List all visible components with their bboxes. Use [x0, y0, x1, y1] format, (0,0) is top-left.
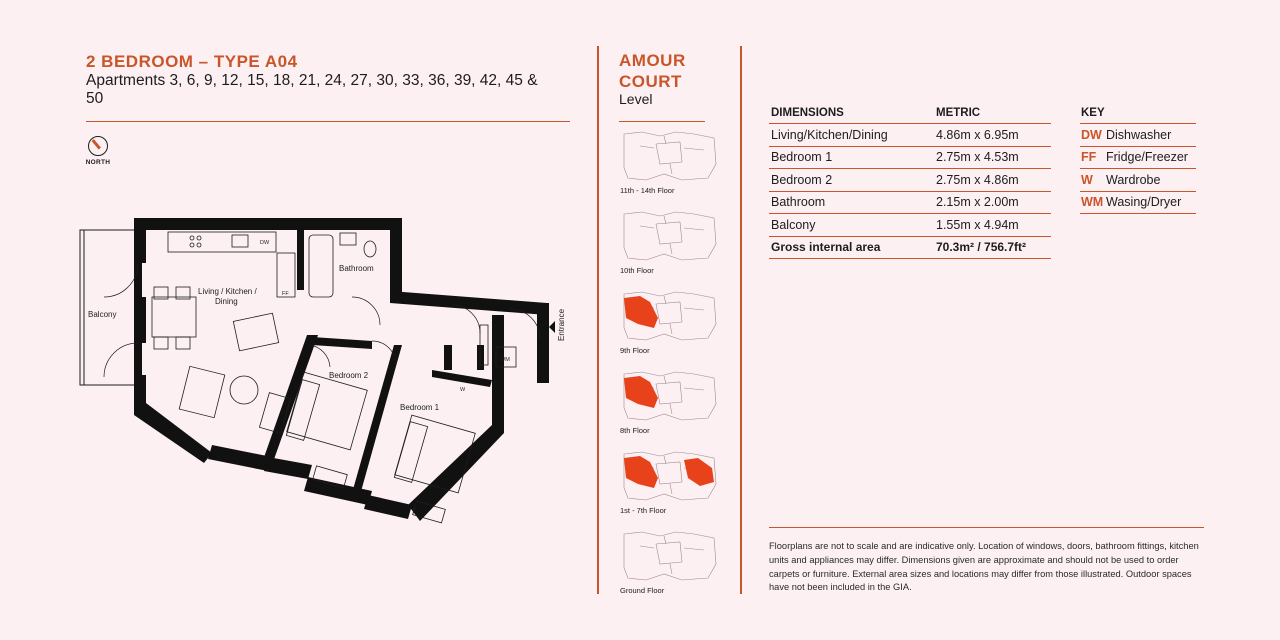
room-label-living-2: Dining	[215, 297, 238, 306]
building-name-line2: COURT	[619, 72, 682, 91]
dining-set	[152, 287, 196, 349]
key-table	[1080, 104, 1196, 214]
interior-walls	[262, 230, 492, 495]
floor-plan-thumbnail	[620, 288, 720, 344]
floor-plan-thumbnail	[620, 128, 720, 184]
key-code: FF	[1081, 150, 1097, 165]
north-compass	[84, 136, 112, 166]
dimensions-table	[769, 104, 1051, 259]
room-label-balcony: Balcony	[88, 310, 117, 319]
floor-thumbnail	[620, 448, 720, 515]
apartments-list: Apartments 3, 6, 9, 12, 15, 18, 21, 24, 27, 30, 33, 36, 39, 42, 45 & 50	[86, 72, 538, 107]
dimensions-header: DIMENSIONS	[769, 104, 934, 124]
room-label-bathroom: Bathroom	[339, 264, 374, 273]
floor-thumbnail	[620, 208, 720, 275]
highlighted-unit	[684, 458, 714, 486]
balcony-area	[80, 230, 138, 385]
building-name-line1: AMOUR	[619, 51, 686, 70]
room-name: Living/Kitchen/Dining	[769, 124, 934, 147]
floor-thumbnail	[620, 288, 720, 355]
floor-thumbnail	[620, 128, 720, 195]
gross-area-label: Gross internal area	[769, 236, 934, 259]
appliance-label-dw: DW	[260, 240, 270, 246]
door-swings	[104, 263, 540, 377]
disclaimer-divider	[769, 527, 1204, 528]
table-row	[769, 146, 1051, 169]
key-label: Dishwasher	[1106, 127, 1172, 142]
key-item	[1080, 146, 1196, 169]
table-row	[769, 169, 1051, 192]
room-label-living-1: Living / Kitchen /	[198, 287, 257, 296]
appliance-label-wm: WM	[500, 357, 510, 363]
room-label-entrance: Entrance	[557, 308, 566, 341]
north-label: NORTH	[85, 159, 111, 166]
header-divider	[86, 121, 570, 122]
metric-header: METRIC	[934, 104, 1051, 124]
floor-thumbnail	[620, 368, 720, 435]
highlighted-unit	[624, 296, 658, 328]
table-row	[769, 214, 1051, 237]
gross-area-value: 70.3m² / 756.7ft²	[934, 236, 1051, 259]
level-label: Level	[619, 91, 653, 107]
floor-plan-thumbnail	[620, 368, 720, 424]
table-row	[769, 124, 1051, 147]
key-header: KEY	[1080, 104, 1196, 124]
key-code: WM	[1081, 195, 1104, 210]
building-name	[619, 50, 709, 92]
room-name: Bedroom 2	[769, 169, 934, 192]
floor-label: 8th Floor	[620, 426, 650, 435]
key-item	[1080, 124, 1196, 147]
page-title: 2 BEDROOM – TYPE A04	[86, 52, 298, 71]
room-name: Bathroom	[769, 191, 934, 214]
floor-plan	[72, 205, 572, 550]
room-name: Bedroom 1	[769, 146, 934, 169]
highlighted-unit	[624, 456, 658, 488]
key-label: Wardrobe	[1106, 172, 1161, 187]
key-item	[1080, 191, 1196, 214]
floor-plan-thumbnail	[620, 528, 720, 584]
floor-label: 1st - 7th Floor	[620, 506, 667, 515]
floor-plan-thumbnail	[620, 448, 720, 504]
floor-label: Ground Floor	[620, 586, 665, 595]
room-metric: 1.55m x 4.94m	[934, 214, 1051, 237]
floor-plan-thumbnail	[620, 208, 720, 264]
gross-area-row	[769, 236, 1051, 259]
floor-label: 11th - 14th Floor	[620, 186, 675, 195]
room-label-bedroom2: Bedroom 2	[329, 371, 369, 380]
appliance-label-ff: FF	[282, 291, 289, 297]
appliance-label-w: W	[460, 387, 466, 393]
entrance-arrow-icon	[549, 321, 555, 333]
floor-label: 9th Floor	[620, 346, 650, 355]
key-code: W	[1081, 172, 1093, 187]
disclaimer-text: Floorplans are not to scale and are indicative only. Location of windows, doors, bathroom fittings, kitchen units and appliances may differ. Dimensions given are approximate and should not be used to order carpets or furniture. External area sizes and locations may differ from those illustrated. Outdoor spaces have not been included in the GIA.	[769, 541, 1199, 593]
key-label: Fridge/Freezer	[1106, 150, 1188, 165]
divider-left	[597, 46, 599, 594]
highlighted-unit	[624, 376, 658, 408]
room-metric: 2.15m x 2.00m	[934, 191, 1051, 214]
table-row	[769, 191, 1051, 214]
north-compass-icon	[88, 136, 108, 156]
room-metric: 4.86m x 6.95m	[934, 124, 1051, 147]
room-name: Balcony	[769, 214, 934, 237]
level-divider	[619, 121, 705, 122]
room-metric: 2.75m x 4.53m	[934, 146, 1051, 169]
room-metric: 2.75m x 4.86m	[934, 169, 1051, 192]
divider-right	[740, 46, 742, 594]
floor-thumbnail	[620, 528, 720, 595]
key-item	[1080, 169, 1196, 192]
room-label-bedroom1: Bedroom 1	[400, 403, 440, 412]
key-label: Wasing/Dryer	[1106, 195, 1182, 210]
key-code: DW	[1081, 127, 1102, 142]
floor-label: 10th Floor	[620, 266, 654, 275]
